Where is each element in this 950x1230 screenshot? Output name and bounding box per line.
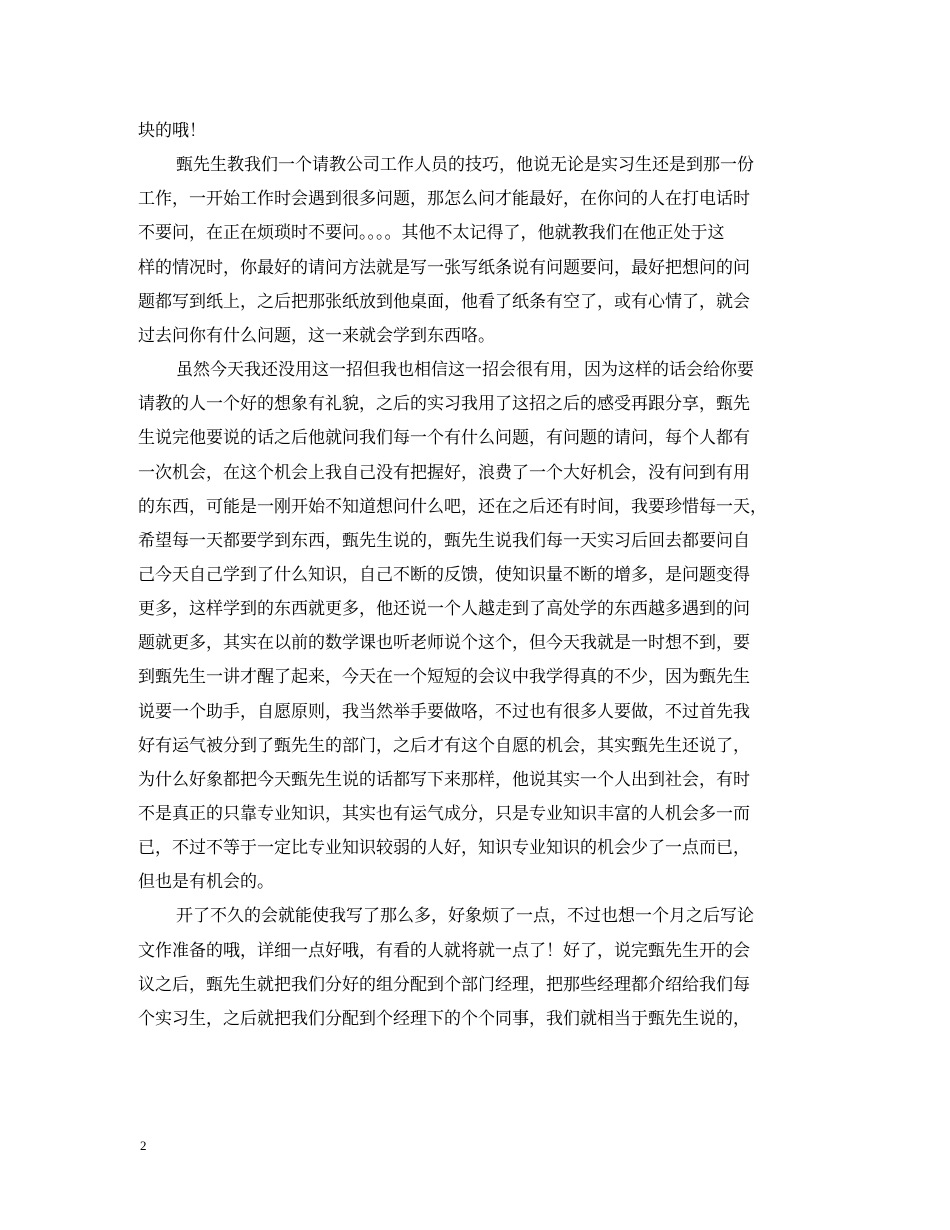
text-line: 题都写到纸上，之后把那张纸放到他桌面，他看了纸条有空了，或有心情了，就会: [138, 291, 750, 312]
text-line: 的东西，可能是一刚开始不知道想问什么吧，还在之后还有时间，我要珍惜每一天，: [138, 496, 767, 517]
text-line: 开了不久的会就能使我写了那么多，好象烦了一点，不过也想一个月之后写论: [176, 906, 754, 927]
text-line: 生说完他要说的话之后他就问我们每一个有什么问题，有问题的请问，每个人都有: [138, 428, 750, 449]
text-line: 说要一个助手，自愿原则，我当然举手要做咯，不过也有很多人要做，不过首先我: [138, 701, 750, 722]
text-line: 好有运气被分到了甄先生的部门，之后才有这个自愿的机会，其实甄先生还说了，: [138, 735, 750, 756]
text-line: 已，不过不等于一定比专业知识较弱的人好，知识专业知识的机会少了一点而已，: [138, 838, 750, 859]
text-line: 更多，这样学到的东西就更多，他还说一个人越走到了高处学的东西越多遇到的问: [138, 599, 750, 620]
text-line: 为什么好象都把今天甄先生说的话都写下来那样，他说其实一个人出到社会，有时: [138, 769, 750, 790]
text-line: 文作准备的哦，详细一点好哦，有看的人就将就一点了！好了，说完甄先生开的会: [138, 940, 750, 961]
text-line: 题就更多，其实在以前的数学课也听老师说个这个，但今天我就是一时想不到，要: [138, 633, 750, 654]
text-line: 一次机会，在这个机会上我自己没有把握好，浪费了一个大好机会，没有问到有用: [138, 462, 750, 483]
text-line: 到甄先生一讲才醒了起来，今天在一个短短的会议中我学得真的不少，因为甄先生: [138, 667, 750, 688]
text-line: 工作，一开始工作时会遇到很多问题，那怎么问才能最好，在你问的人在打电话时: [138, 189, 750, 210]
text-line: 样的情况时，你最好的请问方法就是写一张写纸条说有问题要问，最好把想问的问: [138, 257, 750, 278]
text-line: 甄先生教我们一个请教公司工作人员的技巧，他说无论是实习生还是到那一份: [176, 155, 754, 176]
text-line: 己今天自己学到了什么知识，自己不断的反馈，使知识量不断的增多，是问题变得: [138, 564, 750, 585]
text-line: 虽然今天我还没用这一招但我也相信这一招会很有用，因为这样的话会给你要: [176, 360, 754, 381]
text-line: 个实习生，之后就把我们分配到个经理下的个个同事，我们就相当于甄先生说的，: [138, 1008, 750, 1029]
text-line: 块的哦！: [138, 121, 206, 141]
text-line: 议之后，甄先生就把我们分好的组分配到个部门经理，把那些经理都介绍给我们每: [138, 974, 750, 995]
text-line: 希望每一天都要学到东西，甄先生说的，甄先生说我们每一天实习后回去都要问自: [138, 530, 750, 551]
text-line: 不是真正的只靠专业知识，其实也有运气成分，只是专业知识丰富的人机会多一而: [138, 804, 750, 824]
text-line: 但也是有机会的。: [138, 872, 274, 893]
text-line: 过去问你有什么问题，这一来就会学到东西咯。: [138, 325, 495, 346]
text-line: 不要问，在正在烦琐时不要问。。。。其他不太记得了，他就教我们在他正处于这: [138, 223, 725, 244]
page-number: 2: [140, 1138, 147, 1153]
text-line: 请教的人一个好的想象有礼貌，之后的实习我用了这招之后的感受再跟分享，甄先: [138, 394, 750, 415]
